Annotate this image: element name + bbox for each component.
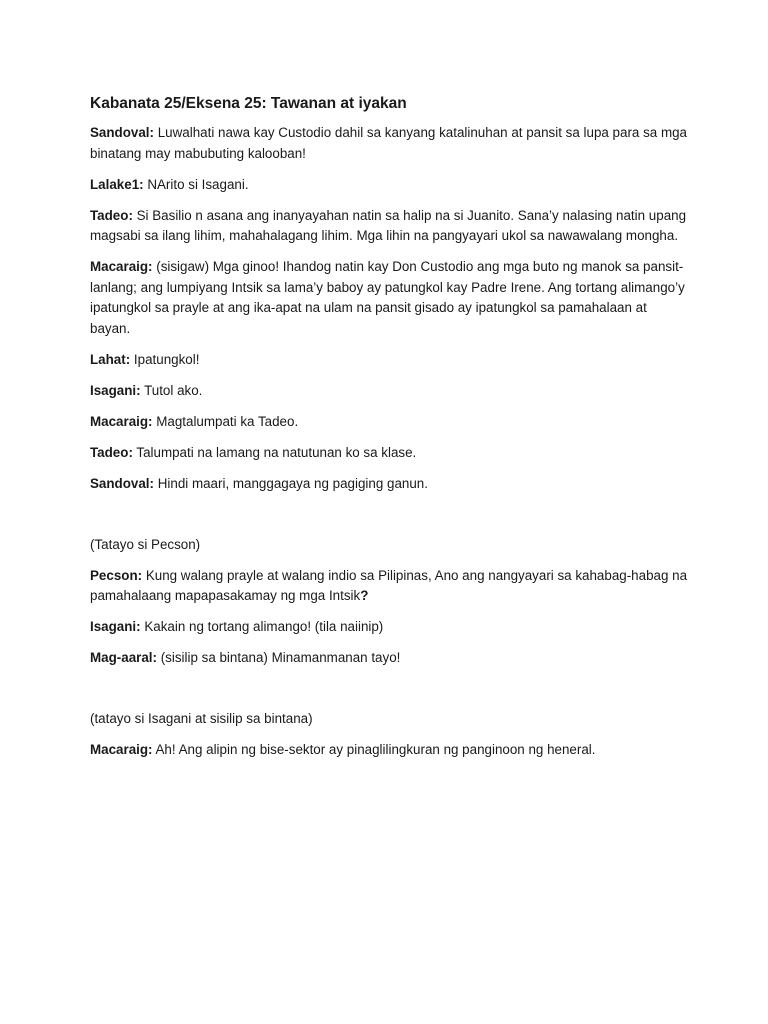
- dialogue-line: [90, 206, 690, 247]
- dialogue-line: [90, 443, 690, 464]
- paragraph-gap: [90, 505, 690, 535]
- dialogue-line: [90, 617, 690, 638]
- dialogue-line: [90, 566, 690, 607]
- document-body: [90, 94, 690, 771]
- speaker-name: Macaraig:: [90, 413, 153, 429]
- speaker-name: Tadeo:: [90, 207, 133, 223]
- speaker-name: Pecson:: [90, 567, 143, 583]
- dialogue-line: [90, 350, 690, 371]
- speaker-name: Macaraig:: [90, 742, 153, 757]
- speaker-name: Sandoval:: [90, 125, 154, 140]
- stage-direction: (tatayo si Isagani at sisilip sa bintana): [90, 711, 313, 726]
- dialogue-text: Ipatungkol!: [130, 351, 200, 367]
- dialogue-line: [90, 648, 690, 669]
- speaker-name: Isagani:: [90, 382, 141, 398]
- dialogue-line: [90, 257, 690, 339]
- dialogue-text: Ah! Ang alipin ng bise-sektor ay pinaglilingkuran ng panginoon ng heneral.: [152, 742, 596, 757]
- speaker-name: Macaraig:: [90, 259, 153, 274]
- dialogue-text: Hindi maari, manggagaya ng pagiging ganun.: [154, 475, 428, 491]
- dialogue-text: Tutol ako.: [140, 382, 203, 398]
- dialogue-text: Kakain ng tortang alimango! (tila naiinip): [140, 619, 384, 634]
- page-title: Kabanata 25/Eksena 25: Tawanan at iyakan: [90, 95, 407, 112]
- stage-direction: (Tatayo si Pecson): [90, 536, 201, 552]
- speaker-name: Lahat:: [90, 351, 131, 367]
- speaker-name: Tadeo:: [90, 444, 133, 460]
- dialogue-line: [90, 175, 690, 196]
- dialogue-line: [90, 381, 690, 402]
- dialogue-line: [90, 412, 690, 433]
- dialogue-text: Magtalumpati ka Tadeo.: [152, 413, 299, 429]
- question-mark: ?: [360, 588, 369, 603]
- dialogue-text: Si Basilio n asana ang inanyayahan natin sa halip na si Juanito. Sana’y nalasing natin upang magsabi sa ilang lihim, mahahalagang lihim. Mga lihin na pangyayari ukol sa nawawalang mongha.: [90, 207, 687, 243]
- dialogue-text: Kung walang prayle at walang indio sa Pilipinas, Ano ang nangyayari sa kahabag-habag na pamahalaang mapapasakamay ng mga Intsik: [90, 567, 688, 603]
- dialogue-text: NArito si Isagani.: [143, 176, 249, 192]
- dialogue-line: [90, 474, 690, 495]
- dialogue-line: [90, 740, 690, 761]
- speaker-name: Sandoval:: [90, 475, 154, 491]
- dialogue-text: (sisigaw) Mga ginoo! Ihandog natin kay Don Custodio ang mga buto ng manok sa pansit-lanlang; ang lumpiyang Intsik sa lama’y baboy ay patungkol kay Padre Irene. Ang tortang alimango’y ipatungkol sa prayle at ang ika-apat na ulam na pansit gisado ay ipatungkol sa pamahalaan at bayan.: [90, 259, 685, 336]
- dialogue-text: Luwalhati nawa kay Custodio dahil sa kanyang katalinuhan at pansit sa lupa para sa mga binatang may mabubuting kalooban!: [90, 125, 687, 161]
- dialogue-text: Talumpati na lamang na natutunan ko sa klase.: [132, 444, 417, 460]
- dialogue-text: (sisilip sa bintana) Minamanmanan tayo!: [156, 650, 401, 665]
- speaker-name: Lalake1:: [90, 176, 144, 192]
- dialogue-line: [90, 123, 690, 164]
- speaker-name: Isagani:: [90, 619, 141, 634]
- paragraph-gap: [90, 679, 690, 709]
- speaker-name: Mag-aaral:: [90, 650, 157, 665]
